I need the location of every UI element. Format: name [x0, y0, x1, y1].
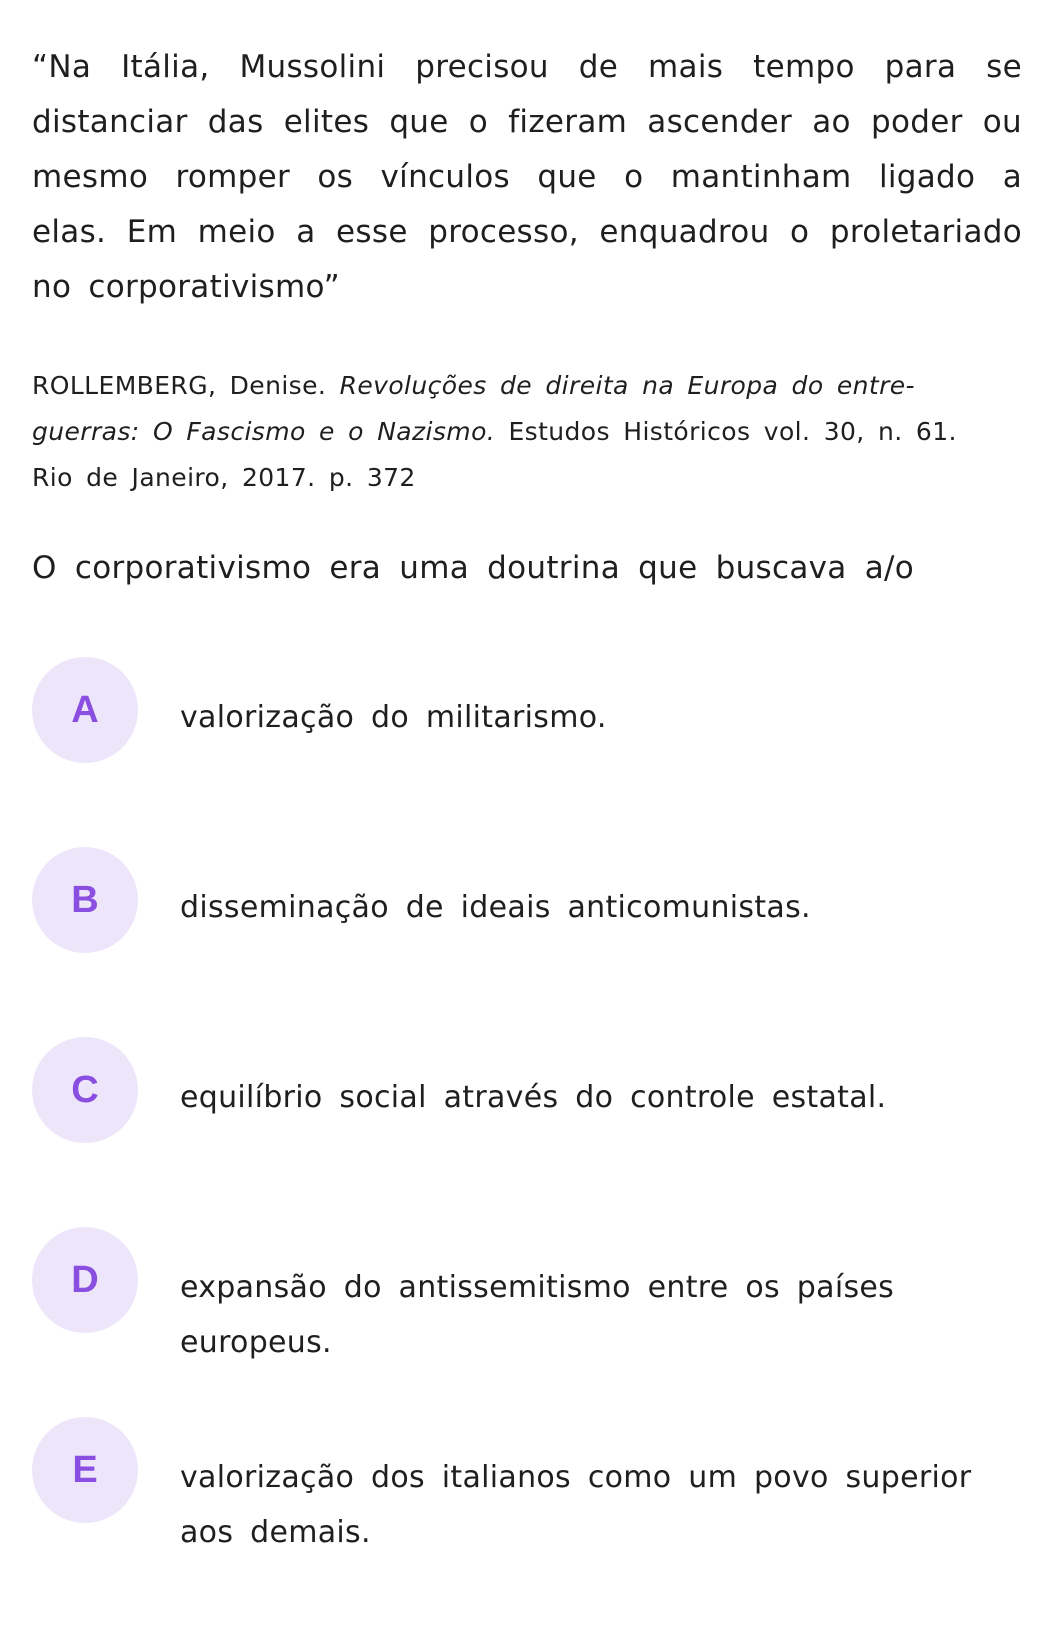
option-d-text: expansão do antissemitismo entre os países europeus.	[180, 1270, 895, 1360]
option-a-text: valorização do militarismo.	[180, 700, 607, 735]
option-b[interactable]	[32, 847, 1022, 957]
option-e-letter: E	[32, 1417, 138, 1523]
citation-title: Revoluções de direita na Europa do entre-guerras: O Fascismo e o Nazismo.	[32, 371, 915, 446]
option-a-letter: A	[32, 657, 138, 763]
option-e-text: valorização dos italianos como um povo superior aos demais.	[180, 1460, 972, 1550]
option-d[interactable]	[32, 1227, 1022, 1360]
option-c-text: equilíbrio social através do controle estatal.	[180, 1080, 887, 1115]
option-d-letter: D	[32, 1227, 138, 1333]
option-a[interactable]	[32, 657, 1022, 767]
question-stem: O corporativismo era uma doutrina que buscava a/o	[32, 550, 915, 586]
quote-text: “Na Itália, Mussolini precisou de mais tempo para se distanciar das elites que o fizeram ascender ao poder ou mesmo romper os vínculos que o mantinham ligado a elas. Em meio a esse processo, enquadrou o proletariado no corporativismo”	[32, 49, 1022, 305]
option-b-letter: B	[32, 847, 138, 953]
citation	[32, 363, 992, 501]
option-c[interactable]	[32, 1037, 1022, 1147]
option-b-text: disseminação de ideais anticomunistas.	[180, 890, 811, 925]
option-c-letter: C	[32, 1037, 138, 1143]
citation-author: ROLLEMBERG, Denise.	[32, 371, 340, 400]
citation-details: Estudos Históricos vol. 30, n. 61. Rio de Janeiro, 2017. p. 372	[32, 417, 957, 492]
option-e[interactable]	[32, 1417, 1022, 1550]
